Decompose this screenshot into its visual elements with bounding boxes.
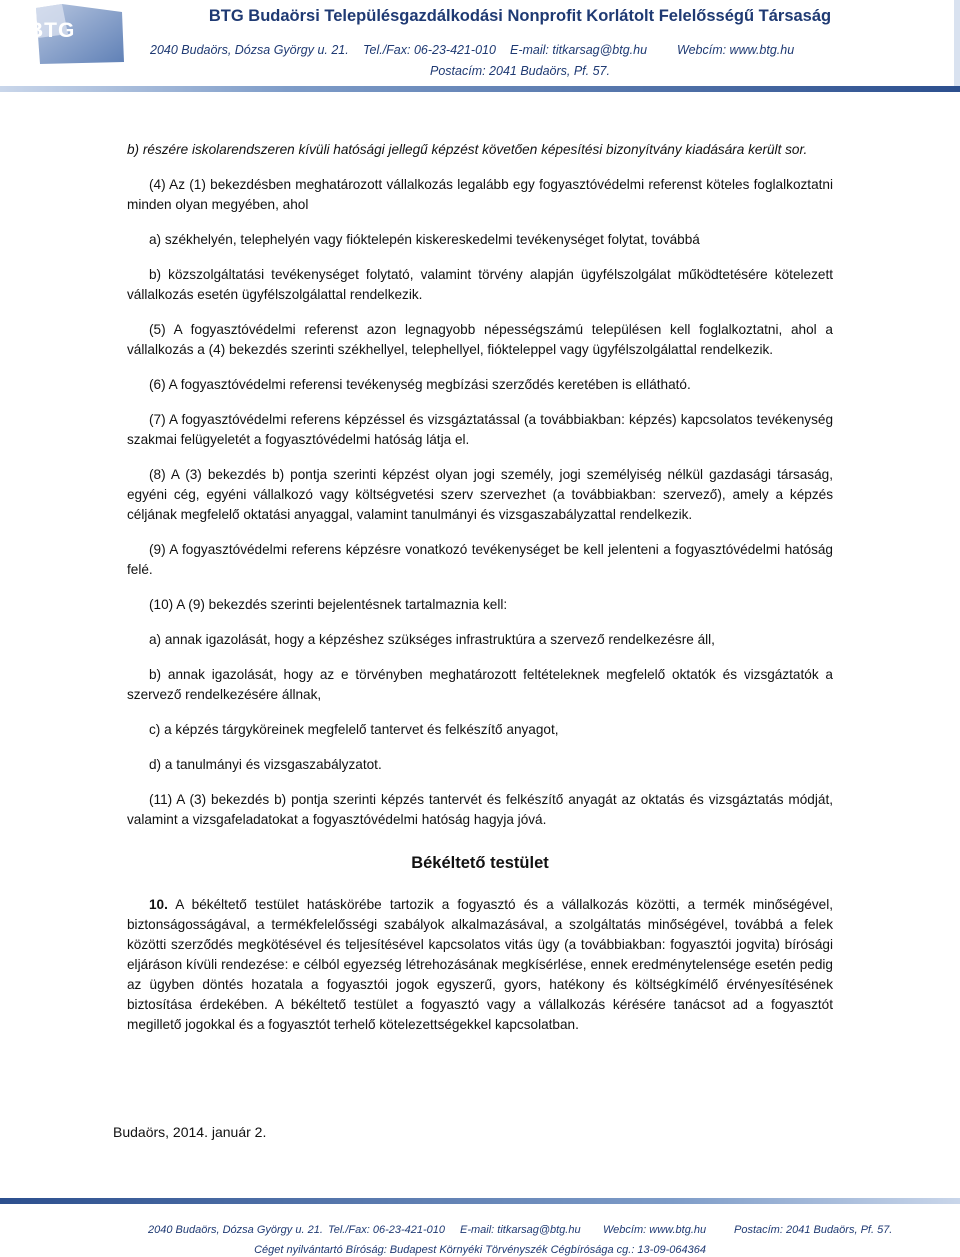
header-postal: Postacím: 2041 Budaörs, Pf. 57.	[430, 64, 610, 78]
paragraph: (8) A (3) bekezdés b) pontja szerinti képzést olyan jogi személy, jogi személyiség nélkül gazdasági társaság, egyéni cég, egyéni vállalkozó vagy költségvetési szerv szervezhet (a továbbiakban: szervező), amely a képzés céljának megfelelő oktatási anyaggal, valamint tanulmányi és vizsgaszabályzattal rendelkezik.	[127, 467, 833, 522]
paragraph	[127, 140, 833, 160]
paragraph: (6) A fogyasztóvédelmi referensi tevékenység megbízási szerződés keretében is ellátható.	[149, 377, 691, 392]
section-heading: Békéltető testület	[411, 854, 549, 872]
paragraph: (5) A fogyasztóvédelmi referenst azon legnagyobb népességszámú településen kell foglalkoztatni, ahol a vállalkozás a (4) bekezdés szerinti székhellyel, telephellyel, fiókteleppel vagy ügyfélszolgálattal rendelkezik.	[127, 322, 833, 357]
paragraph: (9) A fogyasztóvédelmi referens képzésre vonatkozó tevékenységet be kell jelenteni a fogyasztóvédelmi hatóság felé.	[127, 542, 833, 577]
footer-email[interactable]: E-mail: titkarsag@btg.hu	[460, 1224, 581, 1236]
paragraph: (7) A fogyasztóvédelmi referens képzéssel és vizsgáztatással (a továbbiakban: képzés) kapcsolatos tevékenység szakmai felügyeletét a fogyasztóvédelmi hatóság látja el.	[127, 412, 833, 447]
list-item: c) a képzés tárgyköreinek megfelelő tantervet és felkészítő anyagot,	[149, 722, 559, 737]
header-tel-fax: Tel./Fax: 06-23-421-010	[363, 43, 496, 57]
list-item: a) annak igazolását, hogy a képzéshez szükséges infrastruktúra a szervező rendelkezésre áll,	[149, 632, 715, 647]
header-email[interactable]: E-mail: titkarsag@btg.hu	[510, 43, 648, 57]
paragraph: (11) A (3) bekezdés b) pontja szerinti képzés tantervét és felkészítő anyagát az oktatás és vizsgáztatás módját, valamint a vizsgafeladatokat a fogyasztóvédelmi hatóság hagyja jóvá.	[127, 792, 833, 827]
section-text: A békéltető testület hatáskörébe tartozik a fogyasztó és a vállalkozás közötti, a termék minőségével, biztonságosságával, a termékfelelősségi szabályok alkalmazásával, a szolgáltatás minőségével, továbbá a felek közötti szerződés megkötésével és teljesítésével kapcsolatos vitás ügy (a továbbiakban: fogyasztói jogvita) bírósági eljáráson kívüli rendezése: e célból egyezség létrehozásának megkísérlése, ennek eredménytelensége esetén pedig az ügyben döntés hozatala a fogyasztói jogok egyszerű, gyors, hatékony és költségkímélő érvényesítésének biztosítása érdekében. A békéltető testület a fogyasztó vagy a vállalkozás kérésére tanácsot ad a fogyasztót megillető jogokkal és a fogyasztót terhelő kötelezettségekkel kapcsolatban.	[127, 897, 833, 1032]
paragraph: b) közszolgáltatási tevékenységet folytató, valamint törvény alapján ügyfélszolgálat működtetésére kötelezett vállalkozás esetén ügyfélszolgálattal rendelkezik.	[127, 267, 833, 302]
footer-postal: Postacím: 2041 Budaörs, Pf. 57.	[734, 1224, 893, 1236]
document-date: Budaörs, 2014. január 2.	[113, 1124, 267, 1140]
company-name: BTG Budaörsi Településgazdálkodási Nonprofit Korlátolt Felelősségű Társaság	[208, 7, 832, 25]
header-address: 2040 Budaörs, Dózsa György u. 21.	[150, 43, 349, 57]
footer-tel-fax: Tel./Fax: 06-23-421-010	[328, 1224, 445, 1236]
paragraph: (4) Az (1) bekezdésben meghatározott vállalkozás legalább egy fogyasztóvédelmi referenst köteles foglalkoztatni minden olyan megyében, ahol	[127, 177, 833, 212]
footer-divider	[0, 1198, 960, 1204]
footer-address: 2040 Budaörs, Dózsa György u. 21.	[148, 1224, 323, 1236]
header-side-bar	[954, 0, 960, 86]
header-web[interactable]: Webcím: www.btg.hu	[677, 43, 795, 57]
document-body	[127, 140, 833, 1050]
paragraph	[127, 895, 833, 1035]
page-header	[0, 0, 960, 92]
paragraph: a) székhelyén, telephelyén vagy fióktelepén kiskereskedelmi tevékenységet folytat, továbbá	[149, 232, 700, 247]
header-divider	[0, 86, 960, 92]
list-item: b) annak igazolását, hogy az e törvényben meghatározott feltételeknek megfelelő oktatók és vizsgáztatók a szervező rendelkezésére állnak,	[127, 667, 833, 702]
list-item: d) a tanulmányi és vizsgaszabályzatot.	[149, 757, 382, 772]
paragraph-text: b) részére iskolarendszeren kívüli hatósági jellegű képzést követően képesítési bizonyítvány kiadására került sor.	[127, 142, 808, 157]
logo-text: BTG	[28, 19, 76, 42]
section-number: 10.	[149, 897, 168, 912]
footer-registry: Céget nyilvántartó Bíróság: Budapest Környéki Törvényszék Cégbírósága cg.: 13-09-064364	[254, 1244, 706, 1256]
paragraph: (10) A (9) bekezdés szerinti bejelentésnek tartalmaznia kell:	[149, 597, 508, 612]
footer-web[interactable]: Webcím: www.btg.hu	[603, 1224, 707, 1236]
